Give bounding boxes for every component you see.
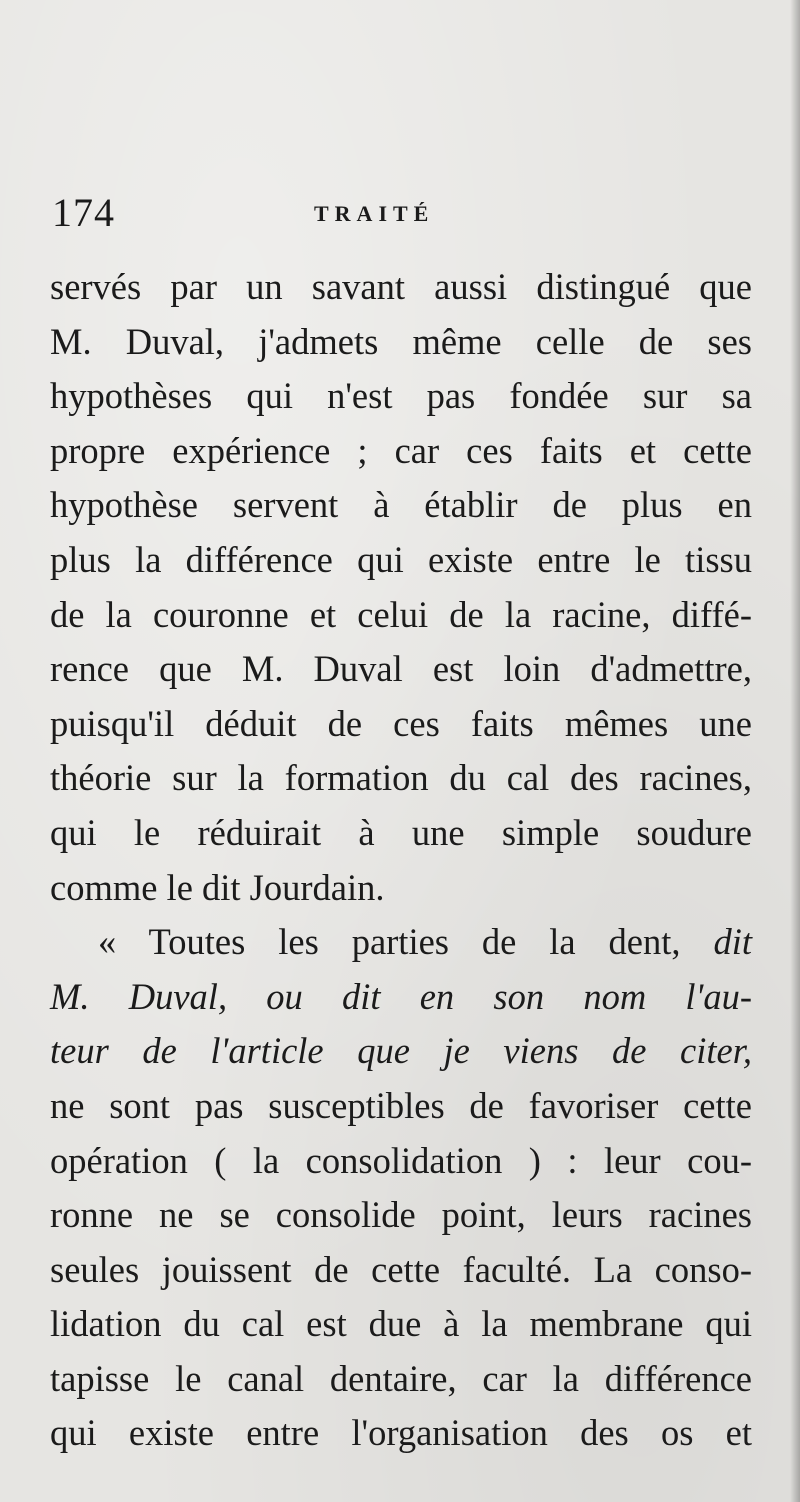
text-line: M. Duval, j'admets même celle de ses (50, 320, 752, 362)
text-line: ne sont pas susceptibles de favoriser cette (50, 1084, 752, 1126)
text-line: qui existe entre l'organisation des os et (50, 1412, 752, 1454)
running-head: TRAITÉ (314, 201, 435, 226)
italic-text: dit (713, 921, 752, 963)
text-line: puisqu'il déduit de ces faits mêmes une (50, 702, 752, 744)
text-line: servés par un savant aussi distingué que (50, 266, 752, 307)
text-line: seules jouissent de cette faculté. La conso- (50, 1248, 752, 1290)
text-line (50, 915, 752, 970)
page-number: 174 (52, 190, 115, 235)
text-line: propre expérience ; car ces faits et cette (50, 429, 752, 471)
text-line: qui le réduirait à une simple soudure (50, 811, 752, 853)
text-line: hypothèse servent à établir de plus en (50, 484, 752, 526)
quote-text: « Toutes les parties de la dent, (98, 921, 714, 963)
text-line: comme le dit Jourdain. (50, 866, 385, 908)
text-line: lidation du cal est due à la membrane qui (50, 1303, 752, 1345)
text-line: de la couronne et celui de la racine, diffé- (50, 593, 752, 635)
text-line: opération ( la consolidation ) : leur cou- (50, 1139, 752, 1181)
page-header (52, 188, 752, 238)
text-line (50, 970, 752, 1025)
page-edge-shadow (790, 0, 800, 1502)
italic-text: M. Duval, ou dit en son nom l'au- (50, 975, 752, 1017)
text-line: plus la différence qui existe entre le tissu (50, 538, 752, 580)
text-line: rence que M. Duval est loin d'admettre, (50, 648, 752, 690)
body-text (50, 260, 752, 1461)
text-line: ronne ne se consolide point, leurs racines (50, 1194, 752, 1236)
text-line: tapisse le canal dentaire, car la différence (50, 1357, 752, 1399)
text-line (50, 1024, 752, 1079)
text-line: hypothèses qui n'est pas fondée sur sa (50, 375, 752, 417)
italic-text: teur de l'article que je viens de citer, (50, 1030, 752, 1072)
text-line: théorie sur la formation du cal des racines, (50, 757, 752, 799)
